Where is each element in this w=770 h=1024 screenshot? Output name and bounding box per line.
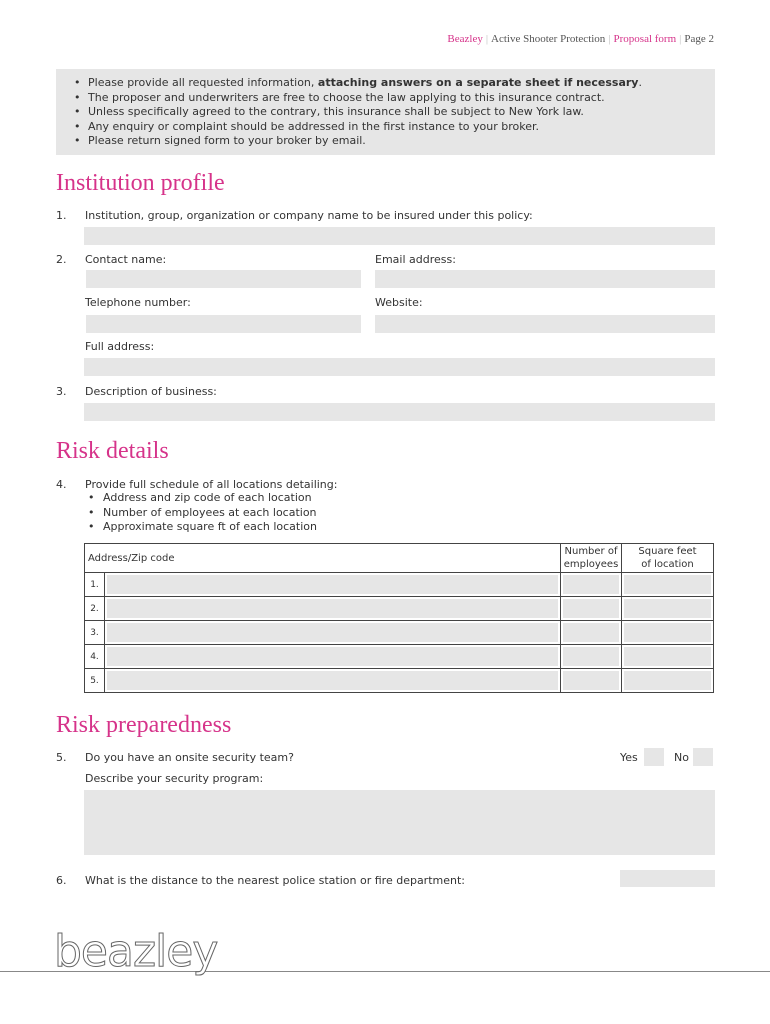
address-label: Full address: <box>85 340 155 353</box>
square-feet-cell[interactable] <box>622 573 714 597</box>
instruction-item: • Unless specifically agreed to the contrary, this insurance shall be subject to New York law. <box>74 105 715 120</box>
square-feet-cell-input[interactable] <box>624 647 711 666</box>
employees-cell-input[interactable] <box>563 575 619 594</box>
section-title-risk-details: Risk details <box>56 438 169 464</box>
employees-cell-input[interactable] <box>563 623 619 642</box>
yes-label: Yes <box>620 751 638 764</box>
q4-number: 4. <box>56 478 67 491</box>
q2-number: 2. <box>56 253 67 266</box>
q4-bullet: • Approximate square ft of each location <box>86 520 317 535</box>
square-feet-cell-input[interactable] <box>624 599 711 618</box>
square-feet-cell-input[interactable] <box>624 623 711 642</box>
address-cell[interactable] <box>105 573 561 597</box>
contact-name-field[interactable] <box>86 270 361 288</box>
q3-label: Description of business: <box>85 385 217 398</box>
header-page: Page 2 <box>684 33 714 45</box>
table-row <box>85 645 714 669</box>
q1-number: 1. <box>56 209 67 222</box>
address-cell-input[interactable] <box>107 575 558 594</box>
instruction-item: • Any enquiry or complaint should be addressed in the first instance to your broker. <box>74 120 715 135</box>
locations-table <box>84 543 714 693</box>
employees-cell-input[interactable] <box>563 671 619 690</box>
row-number: 5. <box>85 669 105 693</box>
q4-bullet: • Address and zip code of each location <box>86 491 317 506</box>
row-number: 1. <box>85 573 105 597</box>
square-feet-cell[interactable] <box>622 597 714 621</box>
employees-cell[interactable] <box>561 597 622 621</box>
header-product: Active Shooter Protection <box>491 33 606 45</box>
header-brand: Beazley <box>447 33 483 45</box>
square-feet-cell[interactable] <box>622 645 714 669</box>
website-label: Website: <box>375 296 423 309</box>
row-number: 2. <box>85 597 105 621</box>
square-feet-cell-input[interactable] <box>624 575 711 594</box>
q5-label: Do you have an onsite security team? <box>85 751 294 764</box>
row-number: 3. <box>85 621 105 645</box>
business-description-field[interactable] <box>84 403 715 421</box>
column-header-square-feet: Square feet of location <box>622 544 714 573</box>
q3-number: 3. <box>56 385 67 398</box>
q4-bullet: • Number of employees at each location <box>86 506 317 521</box>
address-cell[interactable] <box>105 645 561 669</box>
employees-cell[interactable] <box>561 621 622 645</box>
beazley-logo: beazley <box>54 926 218 977</box>
address-cell[interactable] <box>105 597 561 621</box>
q5-number: 5. <box>56 751 67 764</box>
square-feet-cell[interactable] <box>622 669 714 693</box>
table-row <box>85 669 714 693</box>
telephone-label: Telephone number: <box>85 296 191 309</box>
website-field[interactable] <box>375 315 715 333</box>
employees-cell[interactable] <box>561 669 622 693</box>
full-address-field[interactable] <box>84 358 715 376</box>
header-form: Proposal form <box>613 33 677 45</box>
institution-name-field[interactable] <box>84 227 715 245</box>
instruction-item: • Please return signed form to your broker by email. <box>74 134 715 149</box>
email-field[interactable] <box>375 270 715 288</box>
employees-cell[interactable] <box>561 573 622 597</box>
address-cell[interactable] <box>105 669 561 693</box>
instructions-box <box>56 69 715 155</box>
address-cell-input[interactable] <box>107 599 558 618</box>
employees-cell-input[interactable] <box>563 647 619 666</box>
instruction-item: • Please provide all requested information, attaching answers on a separate sheet if necessary. <box>74 76 715 91</box>
q4-label: Provide full schedule of all locations detailing: <box>85 478 338 491</box>
employees-cell[interactable] <box>561 645 622 669</box>
q6-label: What is the distance to the nearest police station or fire department: <box>85 874 465 887</box>
no-checkbox[interactable] <box>693 748 713 766</box>
employees-cell-input[interactable] <box>563 599 619 618</box>
q1-label: Institution, group, organization or company name to be insured under this policy: <box>85 209 533 222</box>
row-number: 4. <box>85 645 105 669</box>
section-title-risk-preparedness: Risk preparedness <box>56 712 232 738</box>
column-header-employees: Number of employees <box>561 544 622 573</box>
square-feet-cell-input[interactable] <box>624 671 711 690</box>
address-cell-input[interactable] <box>107 671 558 690</box>
security-program-field[interactable] <box>84 790 715 855</box>
instructions-list <box>74 76 715 149</box>
square-feet-cell[interactable] <box>622 621 714 645</box>
address-cell[interactable] <box>105 621 561 645</box>
contact-name-label: Contact name: <box>85 253 167 266</box>
email-label: Email address: <box>375 253 456 266</box>
address-cell-input[interactable] <box>107 647 558 666</box>
no-label: No <box>674 751 689 764</box>
table-row <box>85 597 714 621</box>
column-header-address: Address/Zip code <box>85 544 561 573</box>
q4-bullets <box>86 491 317 535</box>
address-cell-input[interactable] <box>107 623 558 642</box>
table-row <box>85 621 714 645</box>
telephone-field[interactable] <box>86 315 361 333</box>
instruction-item: • The proposer and underwriters are free to choose the law applying to this insurance contract. <box>74 91 715 106</box>
section-title-institution-profile: Institution profile <box>56 170 225 196</box>
distance-field[interactable] <box>620 870 715 887</box>
page-header: Beazley | Active Shooter Protection | Proposal form | Page 2 <box>447 33 714 45</box>
security-program-label: Describe your security program: <box>85 772 264 785</box>
yes-checkbox[interactable] <box>644 748 664 766</box>
table-row <box>85 573 714 597</box>
q6-number: 6. <box>56 874 67 887</box>
